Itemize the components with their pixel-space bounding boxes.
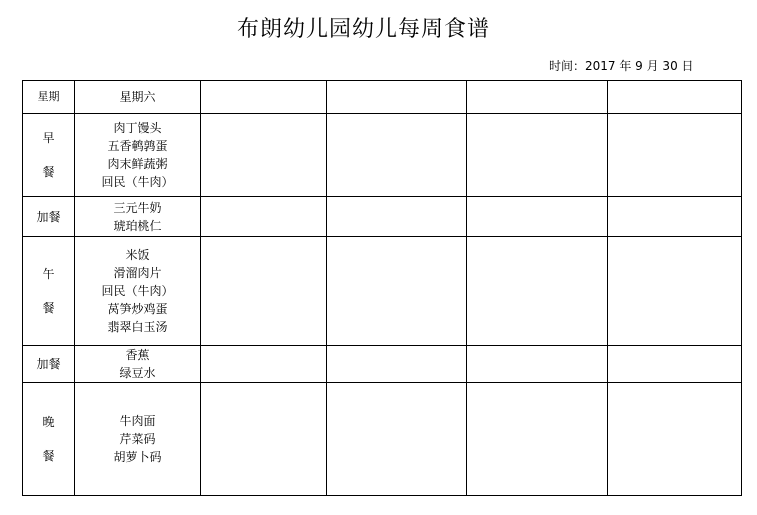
- empty-cell: [327, 197, 467, 237]
- dish: 翡翠白玉汤: [107, 320, 168, 334]
- empty-cell: [608, 383, 742, 496]
- empty-cell: [201, 197, 327, 237]
- snack-dishes: [75, 346, 201, 383]
- dish: 回民（牛肉）: [101, 175, 174, 189]
- dinner-label: 晚 餐: [23, 383, 75, 496]
- lunch-label: 午 餐: [23, 237, 75, 346]
- dinner-dishes: [75, 383, 201, 496]
- empty-cell: [201, 383, 327, 496]
- dish: 肉丁馒头: [113, 121, 162, 135]
- lunch-row: [23, 237, 742, 346]
- dish: 香蕉: [125, 348, 150, 362]
- weekly-menu-table: [22, 80, 742, 496]
- empty-cell: [327, 237, 467, 346]
- empty-cell: [608, 81, 742, 114]
- lunch-dishes: [75, 237, 201, 346]
- empty-cell: [467, 237, 608, 346]
- dinner-row: [23, 383, 742, 496]
- empty-cell: [327, 383, 467, 496]
- breakfast-row: [23, 114, 742, 197]
- empty-cell: [201, 114, 327, 197]
- dish: 琥珀桃仁: [113, 218, 162, 233]
- empty-cell: [201, 346, 327, 383]
- empty-cell: [467, 346, 608, 383]
- dish: 肉末鲜蔬粥: [107, 157, 168, 171]
- dish: 胡萝卜码: [113, 450, 162, 464]
- empty-cell: [201, 81, 327, 114]
- dish: 芹菜码: [119, 432, 156, 446]
- empty-cell: [201, 237, 327, 346]
- menu-date: 时间：2017 年 9 月 30 日: [549, 59, 694, 73]
- snack-label: 加餐: [23, 197, 75, 237]
- breakfast-dishes: [75, 114, 201, 197]
- empty-cell: [608, 346, 742, 383]
- empty-cell: [467, 81, 608, 114]
- snack-row-morning: [23, 197, 742, 237]
- breakfast-label: 早 餐: [23, 114, 75, 197]
- empty-cell: [608, 114, 742, 197]
- dish: 莴笋炒鸡蛋: [107, 302, 168, 316]
- dish: 五香鹌鹑蛋: [107, 139, 168, 153]
- dish: 滑溜肉片: [113, 266, 162, 280]
- dish: 米饭: [125, 248, 150, 262]
- weekday-header-label: 星期: [23, 81, 75, 114]
- empty-cell: [327, 81, 467, 114]
- empty-cell: [327, 346, 467, 383]
- page-title: 布朗幼儿园幼儿每周食谱: [236, 17, 490, 42]
- snack-dishes: [75, 197, 201, 237]
- empty-cell: [327, 114, 467, 197]
- empty-cell: [608, 237, 742, 346]
- saturday-header: 星期六: [75, 81, 201, 114]
- empty-cell: [467, 197, 608, 237]
- dish: 回民（牛肉）: [101, 284, 174, 298]
- dish: 牛肉面: [119, 414, 156, 428]
- empty-cell: [467, 383, 608, 496]
- empty-cell: [467, 114, 608, 197]
- snack-label: 加餐: [23, 346, 75, 383]
- empty-cell: [608, 197, 742, 237]
- dish: 绿豆水: [119, 366, 156, 380]
- header-row: [23, 81, 742, 114]
- snack-row-afternoon: [23, 346, 742, 383]
- dish: 三元牛奶: [113, 200, 162, 215]
